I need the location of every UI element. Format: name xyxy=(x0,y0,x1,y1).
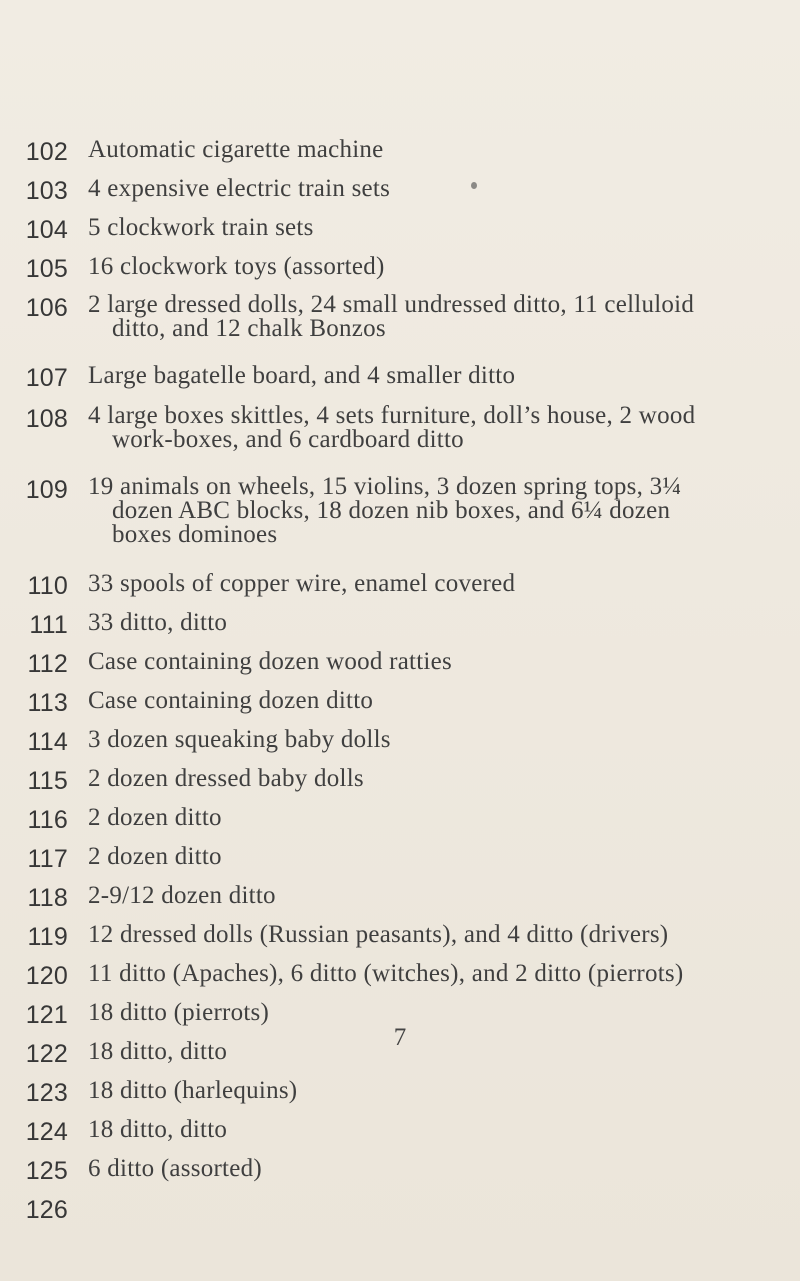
lot-description: Case containing dozen ditto xyxy=(88,687,374,714)
lot-number: 104 xyxy=(25,216,68,244)
lot-description: 5 clockwork train sets xyxy=(88,214,314,241)
lot-description: 11 ditto (Apaches), 6 ditto (witches), and 2 ditto (pierrots) xyxy=(88,960,684,987)
lot-description: 18 ditto (harlequins) xyxy=(88,1077,298,1104)
lot-number: 119 xyxy=(27,923,68,951)
lot-description: 3 dozen squeaking baby dolls xyxy=(88,726,391,753)
lot-number: 107 xyxy=(25,364,68,392)
lot-description-line: 4 large boxes skittles, 4 sets furniture, doll’s house, 2 wood xyxy=(88,402,696,429)
lot-description: 2 dozen dressed baby dolls xyxy=(88,765,364,792)
lot-number: 116 xyxy=(27,806,68,834)
lot-description-continuation: work-boxes, and 6 cardboard ditto xyxy=(112,426,464,453)
lot-description: 18 ditto (pierrots) xyxy=(88,999,270,1026)
lot-description: 16 clockwork toys (assorted) xyxy=(88,253,385,280)
lot-description xyxy=(88,475,778,547)
lot-number: 113 xyxy=(27,689,68,717)
lot-number: 108 xyxy=(25,405,68,433)
lot-description: 6 ditto (assorted) xyxy=(88,1155,262,1182)
lot-number: 102 xyxy=(25,138,68,166)
lot-number: 103 xyxy=(25,177,68,205)
lot-number: 112 xyxy=(27,650,68,678)
lot-number: 126 xyxy=(25,1196,68,1224)
lot-number: 106 xyxy=(25,294,68,322)
lot-number: 115 xyxy=(27,767,68,795)
lot-number: 117 xyxy=(27,845,68,873)
lot-number: 124 xyxy=(25,1118,68,1146)
lot-description-continuation: ditto, and 12 chalk Bonzos xyxy=(112,315,386,342)
lot-description: 4 expensive electric train sets xyxy=(88,175,391,202)
lot-number: 120 xyxy=(25,962,68,990)
lot-description: 2-9/12 dozen ditto xyxy=(88,882,276,909)
lot-description: 12 dressed dolls (Russian peasants), and 4 ditto (drivers) xyxy=(88,921,669,948)
lot-description: 18 ditto, ditto xyxy=(88,1116,228,1143)
lot-number: 125 xyxy=(25,1157,68,1185)
lot-description-continuation: dozen ABC blocks, 18 dozen nib boxes, and 6¼ dozen xyxy=(112,497,671,524)
lot-description: Automatic cigarette machine xyxy=(88,136,384,163)
lot-description-line: 19 animals on wheels, 15 violins, 3 dozen spring tops, 3¼ xyxy=(88,473,682,500)
lot-number: 105 xyxy=(25,255,68,283)
lot-number: 118 xyxy=(27,884,68,912)
lot-number: 122 xyxy=(25,1040,68,1068)
lot-number: 110 xyxy=(27,572,68,600)
lot-description: 2 dozen ditto xyxy=(88,843,222,870)
lot-number: 114 xyxy=(27,728,68,756)
lot-description xyxy=(88,293,778,341)
lot-number: 123 xyxy=(25,1079,68,1107)
lot-description-line: 2 large dressed dolls, 24 small undressed ditto, 11 celluloid xyxy=(88,291,695,318)
lot-description xyxy=(88,404,778,452)
lot-description: Case containing dozen wood ratties xyxy=(88,648,452,675)
lot-description: 33 ditto, ditto xyxy=(88,609,228,636)
lot-description: 18 ditto, ditto xyxy=(88,1038,228,1065)
page-number: 7 xyxy=(393,1024,407,1051)
lot-number: 121 xyxy=(25,1001,68,1029)
lot-description: 33 spools of copper wire, enamel covered xyxy=(88,570,516,597)
lot-number: 111 xyxy=(29,611,68,639)
lot-description-continuation: boxes dominoes xyxy=(112,521,278,548)
lot-description: 2 dozen ditto xyxy=(88,804,222,831)
lot-number: 109 xyxy=(25,476,68,504)
lot-description: Large bagatelle board, and 4 smaller ditto xyxy=(88,362,516,389)
